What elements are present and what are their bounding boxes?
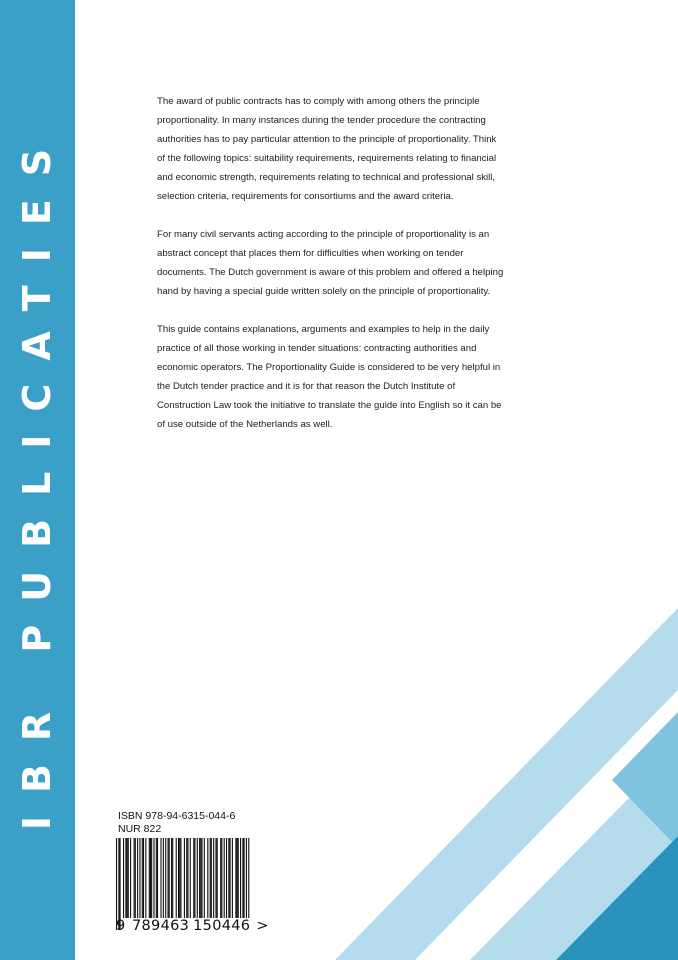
barcode-bar [160,838,161,918]
barcode-bar [143,838,144,918]
barcode-bar [118,838,119,930]
barcode-bar [134,838,135,918]
back-cover-text [157,92,507,453]
barcode-bar [157,838,158,918]
barcode-bar [229,838,230,918]
barcode-bar [242,838,243,918]
barcode-bar [149,838,150,918]
barcode-bar [139,838,140,918]
barcode-bar [220,838,221,918]
publisher-name: IBR PUBLICATIES [15,125,59,831]
paragraph-3: This guide contains explanations, arguments and examples to help in the daily practice of all those working in tender situations: contracting authorities and economic operators. The Proportionality Guide is considered to be very helpful in the Dutch tender practice and it is for that reason the Dutch Institute of Construction Law took the initiative to translate the guide into English so it can be of use outside of the Netherlands as well. [157,324,502,430]
barcode-bar [235,838,236,918]
barcode-bar [130,838,131,918]
barcode-bar [237,838,238,918]
barcode-digits-right: 150446 [193,918,251,934]
barcode-bar [207,838,208,918]
barcode-bar [135,838,136,918]
nur-code: NUR 822 [118,823,162,835]
barcode-bar [179,838,180,918]
barcode-bar [153,838,154,918]
barcode-bar [221,838,222,918]
paragraph-2: For many civil servants acting according to the principle of proportionality is an abstract concept that places them for difficulties when working on tender documents. The Dutch government is aware of this problem and offered a helping hand by having a special guide written solely on the principle of proportionality. [157,229,504,297]
barcode-bar [150,838,151,918]
barcode-bar [127,838,128,918]
paragraph-1: The award of public contracts has to comply with among others the principle proportionality. In many instances during the tender procedure the contracting authorities has to pay particular attention to the principle of proportionality. Think of the following topics: suitability requirements, requirements relating to financial and economic strength, requirements relating to technical and professional skill, selection criteria, requirements for consortiums and the award criteria. [157,96,497,202]
barcode-bar [215,838,216,918]
barcode-bar [226,838,227,918]
barcode-bar [116,838,117,930]
barcode-bar [217,838,218,918]
barcode-bar [211,838,212,918]
barcode-bar [201,838,202,918]
barcode-digit-first: 9 [116,918,126,934]
barcode-bar [244,838,245,918]
barcode-bar [151,838,152,918]
barcode-bar [137,838,138,918]
barcode-bar [125,838,126,918]
isbn-block [118,810,235,836]
barcode-bar [248,838,249,918]
barcode-digits-left: 789463 [132,918,190,934]
barcode-bar [156,838,157,918]
barcode-bar [197,838,198,918]
barcode-bar [180,838,181,918]
barcode-bar [184,838,185,930]
barcode-bar [178,838,179,918]
barcode-bar [123,838,124,918]
barcode-bar [186,838,187,930]
barcode-bar [142,838,143,918]
isbn-number: ISBN 978-94-6315-044-6 [118,810,236,822]
barcode-bar [213,838,214,918]
barcode-bar [169,838,170,918]
barcode-bar [200,838,201,918]
barcode-bar [187,838,188,930]
barcode-bar [246,838,247,918]
barcode-bar [232,838,233,918]
barcode-bar [172,838,173,918]
barcode-bar [163,838,164,918]
barcode-bar [128,838,129,918]
barcode-bar [190,838,191,918]
barcode-bar [176,838,177,918]
barcode-bar [224,838,225,918]
barcode-bar [167,838,168,918]
barcode-bar [204,838,205,918]
barcode-bar [171,838,172,918]
barcode-bar [194,838,195,918]
barcode-digits [116,918,269,934]
barcode-bar [145,838,146,918]
barcode-bar [199,838,200,918]
barcode-bar [238,838,239,918]
barcode-bar [228,838,229,918]
barcode-bar [120,838,121,930]
barcode-bar [165,838,166,918]
barcode-end-mark: > [256,918,269,934]
barcode-bar [240,838,241,918]
barcode-bar [210,838,211,918]
barcode-bar [193,838,194,918]
